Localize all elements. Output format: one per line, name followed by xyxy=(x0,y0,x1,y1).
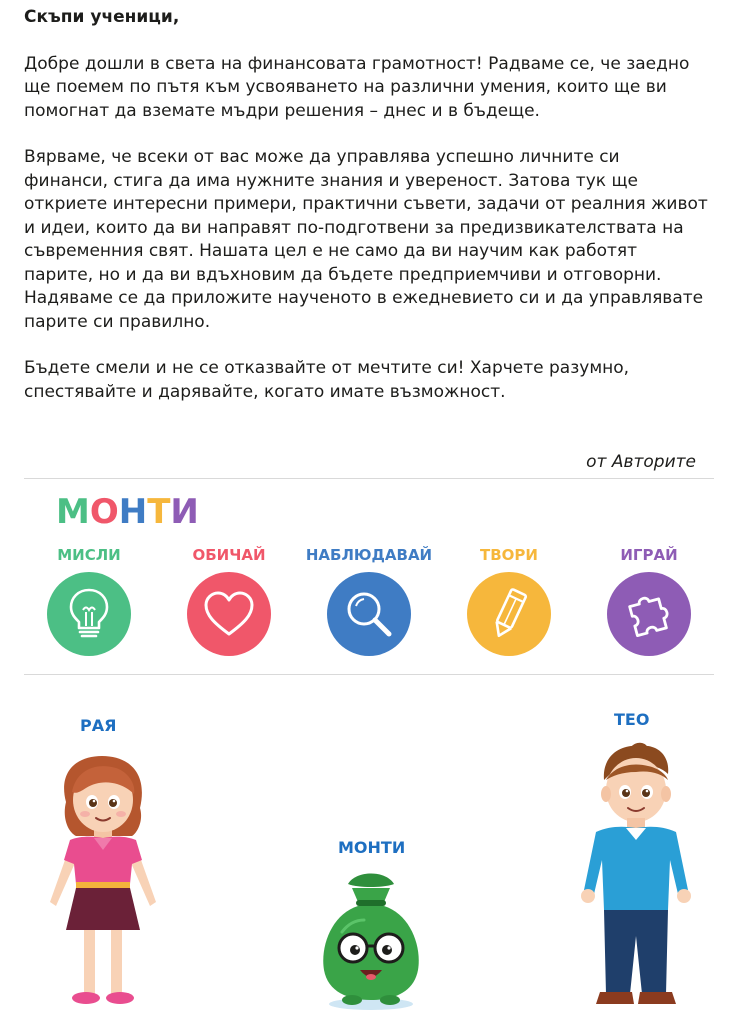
character-label-teo: ТЕО xyxy=(614,710,650,729)
value-circle xyxy=(47,572,131,656)
logo-letter: О xyxy=(89,492,119,532)
divider-bottom xyxy=(24,674,714,675)
monti-logo xyxy=(56,492,199,532)
letter-greeting: Скъпи ученици, xyxy=(24,7,180,27)
logo-letter: И xyxy=(170,492,199,532)
teo-illustration xyxy=(570,740,700,1012)
raya-illustration xyxy=(36,752,172,1014)
character-label-monti: МОНТИ xyxy=(338,838,406,857)
value-circle xyxy=(327,572,411,656)
magnifier-icon xyxy=(343,588,395,640)
value-label: ТВОРИ xyxy=(480,546,538,564)
logo-letter: Н xyxy=(118,492,148,532)
letter-signature: от Авторите xyxy=(586,452,696,472)
puzzle-icon xyxy=(623,588,675,640)
value-label: МИСЛИ xyxy=(57,546,121,564)
value-observe xyxy=(304,544,434,656)
value-circle xyxy=(187,572,271,656)
character-label-raya: РАЯ xyxy=(80,716,117,735)
value-label: НАБЛЮДАВАЙ xyxy=(305,546,433,564)
letter-paragraph-3: Бъдете смели и не се отказвайте от мечтите си! Харчете разумно, спестявайте и дарявайте, когато имате възможност. xyxy=(24,358,630,402)
logo-letter: М xyxy=(56,492,90,532)
letter-paragraph-2: Вярваме, че всеки от вас може да управлява успешно личните си финанси, стига да има нужните знания и увереност. Затова тук ще откриете интересни примери, практични съвети, задачи от реалния живот и идеи, които да ви направят по-подготвени за предизвикателствата на съвременния свят. Нашата цел е не само да ви научим как работят парите, но и да ви вдъхновим да бъдете предприемчиви и отговорни. Надяваме се да приложите наученото в ежедневието си и да управлявате парите си правилно. xyxy=(24,147,708,332)
value-think xyxy=(24,544,154,656)
monti-illustration xyxy=(312,866,430,1012)
value-circle xyxy=(467,572,551,656)
value-play xyxy=(584,544,714,656)
pencil-icon xyxy=(487,586,531,642)
logo-letter: Т xyxy=(147,492,171,532)
lightbulb-icon xyxy=(64,586,114,642)
divider-top xyxy=(24,478,714,479)
heart-icon xyxy=(202,590,256,638)
values-row xyxy=(24,544,714,656)
letter xyxy=(24,6,708,427)
value-create xyxy=(444,544,574,656)
value-love xyxy=(164,544,294,656)
value-circle xyxy=(607,572,691,656)
value-label: ИГРАЙ xyxy=(620,546,678,564)
letter-paragraph-1: Добре дошли в света на финансовата грамотност! Радваме се, че заедно ще поемем по пътя към усвояването на различни умения, които ще ви помогнат да вземате мъдри решения – днес и в бъдеще. xyxy=(24,53,690,121)
value-label: ОБИЧАЙ xyxy=(192,546,266,564)
